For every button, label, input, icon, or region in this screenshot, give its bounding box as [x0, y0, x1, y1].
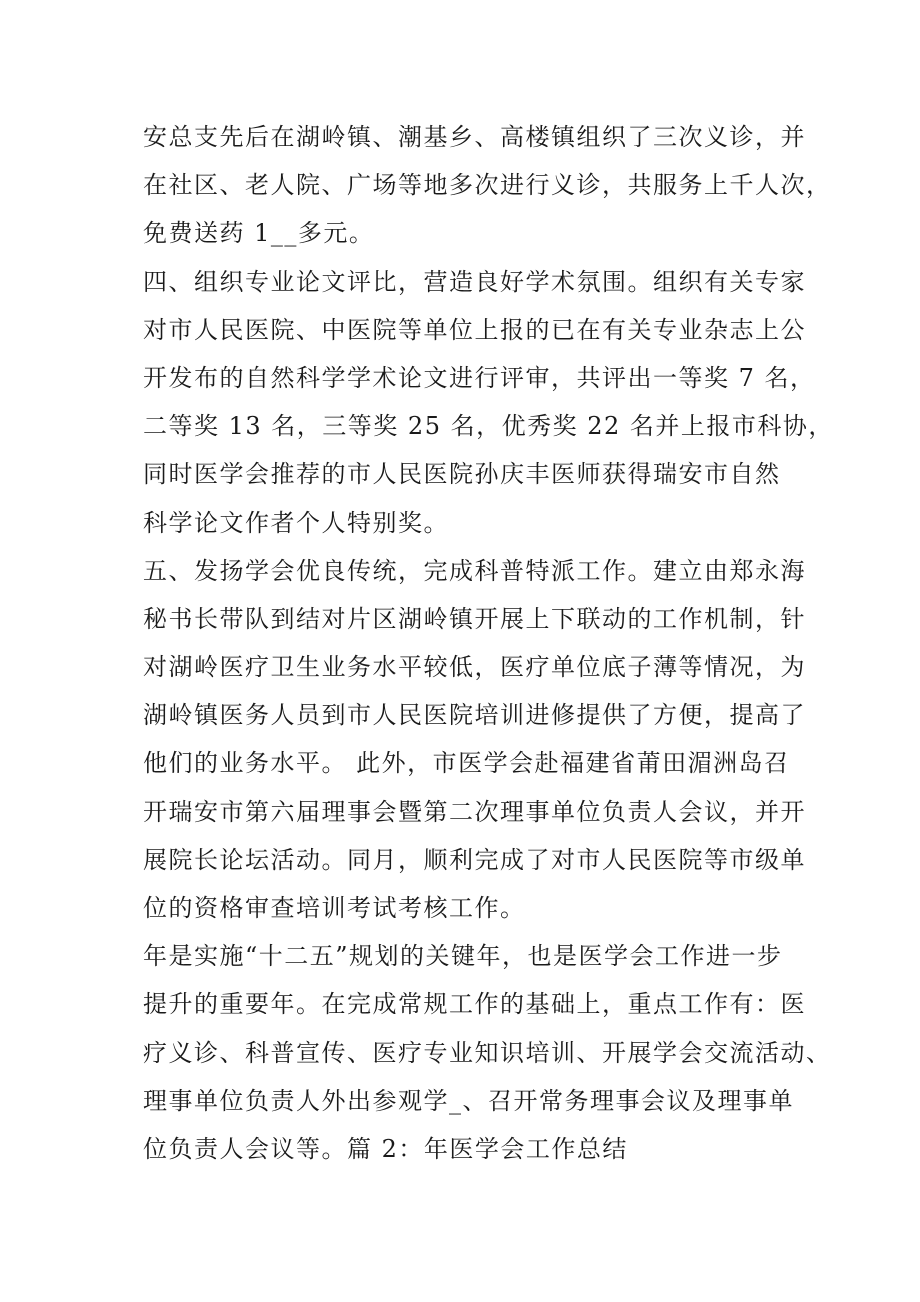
text-line: 提升的重要年。在完成常规工作的基础上，重点工作有：医 [143, 990, 806, 1019]
text-line: 湖岭镇医务人员到市人民医院培训进修提供了方便，提高了 [143, 701, 806, 730]
text-line: 开发布的自然科学学术论文进行评审，共评出一等奖 7 名， [143, 363, 816, 392]
text-line: 五、发扬学会优良传统，完成科普特派工作。建立由郑永海 [143, 556, 806, 585]
text-line: 四、组织专业论文评比，营造良好学术氛围。组织有关专家 [143, 267, 806, 296]
text-line: 疗义诊、科普宣传、医疗专业知识培训、开展学会交流活动、 [143, 1038, 832, 1067]
text-line: 在社区、老人院、广场等地多次进行义诊，共服务上千人次， [143, 171, 832, 200]
text-line: 位负责人会议等。篇 2：年医学会工作总结 [143, 1134, 628, 1163]
text-line: 免费送药 1__多元。 [143, 219, 375, 248]
text-line: 安总支先后在湖岭镇、潮基乡、高楼镇组织了三次义诊，并 [143, 123, 806, 151]
text-line: 对市人民医院、中医院等单位上报的已在有关专业杂志上公 [143, 315, 806, 344]
text-line: 科学论文作者个人特别奖。 [143, 508, 449, 537]
text-line: 对湖岭医疗卫生业务水平较低，医疗单位底子薄等情况，为 [143, 653, 806, 682]
text-line: 展院长论坛活动。同月，顺利完成了对市人民医院等市级单 [143, 845, 806, 874]
text-line: 他们的业务水平。 此外，市医学会赴福建省莆田湄洲岛召 [143, 749, 790, 778]
text-line: 开瑞安市第六届理事会暨第二次理事单位负责人会议，并开 [143, 797, 806, 826]
text-line: 秘书长带队到结对片区湖岭镇开展上下联动的工作机制，针 [143, 604, 806, 633]
document-body [143, 113, 834, 1173]
text-line: 年是实施“十二五”规划的关键年，也是医学会工作进一步 [143, 942, 783, 971]
text-line: 同时医学会推荐的市人民医院孙庆丰医师获得瑞安市自然 [143, 460, 781, 489]
text-line: 位的资格审查培训考试考核工作。 [143, 894, 526, 922]
text-line: 理事单位负责人外出参观学_、召开常务理事会议及理事单 [143, 1086, 794, 1115]
text-line: 二等奖 13 名，三等奖 25 名，优秀奖 22 名并上报市科协， [143, 412, 834, 441]
